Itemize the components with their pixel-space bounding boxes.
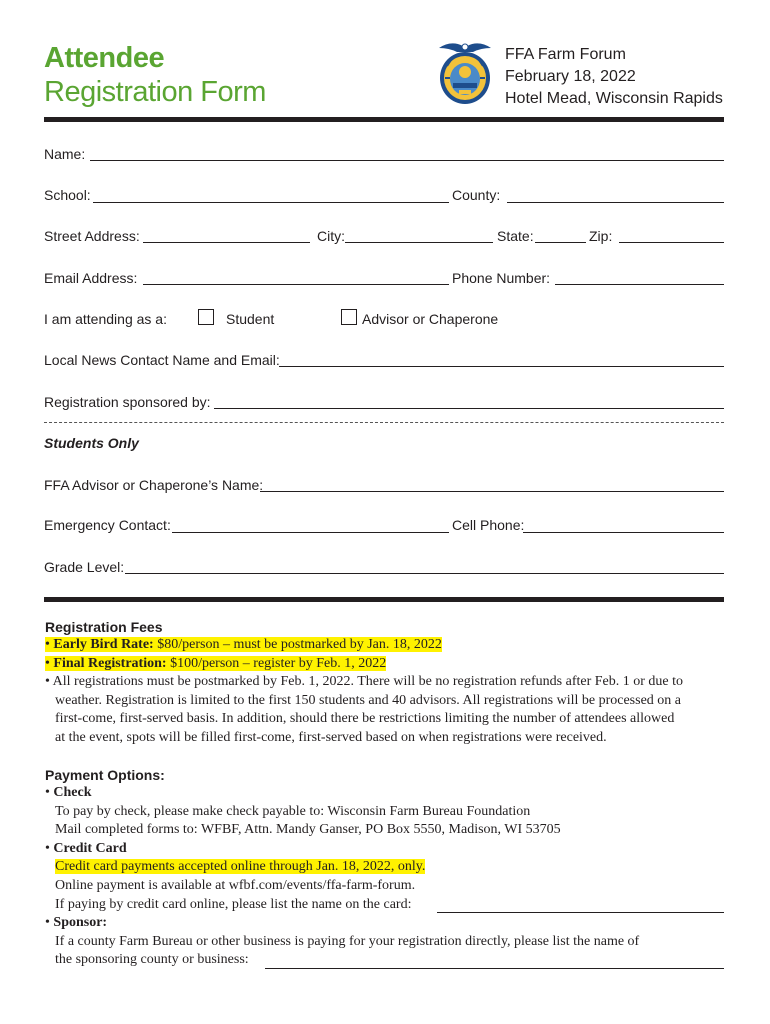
sponsor-name-field[interactable]	[265, 968, 724, 969]
sponsor-line1: If a county Farm Bureau or other business is paying for your registration directly, please list the name of	[55, 933, 640, 949]
sponsored-by-label: Registration sponsored by:	[44, 394, 211, 410]
emergency-contact-label: Emergency Contact:	[44, 517, 171, 533]
early-bird-label: Early Bird Rate:	[53, 637, 154, 652]
ffa-emblem-icon	[437, 38, 493, 106]
advisor-checkbox[interactable]	[341, 309, 357, 325]
early-bird-item: • Early Bird Rate: $80/person – must be postmarked by Jan. 18, 2022	[45, 637, 442, 652]
zip-label: Zip:	[589, 228, 613, 244]
fees-divider	[44, 597, 724, 602]
name-field[interactable]	[90, 160, 724, 161]
emergency-contact-field[interactable]	[172, 532, 449, 533]
advisor-name-field[interactable]	[260, 491, 724, 492]
credit-card-label: Credit Card	[53, 840, 127, 856]
grade-level-field[interactable]	[125, 573, 724, 574]
event-date: February 18, 2022	[505, 68, 636, 85]
school-label: School:	[44, 187, 91, 203]
credit-card-line3: If paying by credit card online, please list the name on the card:	[55, 896, 412, 912]
zip-field[interactable]	[619, 242, 724, 243]
phone-field[interactable]	[555, 284, 724, 285]
fees-note-line3: first-come, first-served basis. In addition, should there be restrictions limiting the number of attendees allowed	[55, 711, 675, 727]
card-name-field[interactable]	[437, 912, 724, 913]
grade-level-label: Grade Level:	[44, 559, 125, 575]
final-registration-label: Final Registration:	[53, 655, 167, 671]
check-label: Check	[53, 785, 92, 800]
payment-list: • Check To pay by check, please make check payable to: Wisconsin Farm Bureau Foundation Mail completed forms to: WFBF, Attn. Mandy Ganser, PO Box 5550, Madison, WI 53705 • Credit Card Credit card payments accepted online through Jan. 18, 2022, only. Online payment is available at wfbf.com/events/ffa-farm-forum. If paying by credit card online, please list the name on the card: • Sponsor: If a county Farm Bureau or other business is paying for your registration directly, please list the name of the sponsoring county or business:	[45, 784, 735, 970]
advisor-option-label: Advisor or Chaperone	[362, 311, 499, 327]
credit-card-line1: Credit card payments accepted online through Jan. 18, 2022, only.	[55, 859, 426, 875]
cell-phone-label: Cell Phone:	[452, 517, 525, 533]
street-field[interactable]	[143, 242, 310, 243]
sponsor-label: Sponsor:	[53, 915, 108, 931]
form-title-attendee: Attendee	[44, 42, 165, 74]
state-field[interactable]	[535, 242, 586, 243]
event-location: Hotel Mead, Wisconsin Rapids	[505, 90, 723, 107]
street-label: Street Address:	[44, 228, 140, 244]
name-label: Name:	[44, 146, 86, 162]
fees-heading: Registration Fees	[45, 619, 163, 635]
state-label: State:	[497, 228, 534, 244]
advisor-name-label: FFA Advisor or Chaperone’s Name:	[44, 477, 264, 493]
county-label: County:	[452, 187, 501, 203]
students-only-heading: Students Only	[44, 435, 139, 451]
fees-list: • Early Bird Rate: $80/person – must be postmarked by Jan. 18, 2022 • Final Registration: $100/person – register by Feb. 1, 2022 • All registrations must be postmarked by Feb. 1, 2022. There will be no registration refunds after Feb. 1 or due to weather. Registration is limited to the first 150 students and 40 advisors. All registrations will be processed on a first-come, first-served basis. In addition, should there be restrictions limiting the number of attendees allowed at the event, spots will be filled first-come, first-served based on when registrations were received.	[45, 636, 735, 748]
event-name: FFA Farm Forum	[505, 46, 626, 63]
check-line1: To pay by check, please make check payable to: Wisconsin Farm Bureau Foundation	[55, 803, 531, 819]
credit-card-line2: Online payment is available at wfbf.com/events/ffa-farm-forum.	[55, 877, 416, 893]
event-info	[505, 44, 723, 110]
final-registration-item: • Final Registration: $100/person – register by Feb. 1, 2022	[45, 655, 387, 671]
header-divider	[44, 117, 724, 122]
section-divider	[44, 422, 724, 423]
phone-label: Phone Number:	[452, 270, 551, 286]
email-field[interactable]	[143, 284, 449, 285]
email-label: Email Address:	[44, 270, 138, 286]
cell-phone-field[interactable]	[523, 532, 724, 533]
student-checkbox[interactable]	[198, 309, 214, 325]
fees-note-line2: weather. Registration is limited to the first 150 students and 40 advisors. All registrations will be processed on a	[55, 692, 682, 708]
student-option-label: Student	[226, 311, 275, 327]
local-news-label: Local News Contact Name and Email:	[44, 352, 280, 368]
fees-note-line4: at the event, spots will be filled first-come, first-served based on when registrations were received.	[55, 729, 607, 745]
city-field[interactable]	[345, 242, 493, 243]
county-field[interactable]	[507, 202, 724, 203]
check-line2: Mail completed forms to: WFBF, Attn. Mandy Ganser, PO Box 5550, Madison, WI 53705	[55, 822, 561, 838]
attending-as-label: I am attending as a:	[44, 311, 167, 327]
fees-note-line1: All registrations must be postmarked by Feb. 1, 2022. There will be no registration refunds after Feb. 1 or due to	[52, 674, 684, 690]
local-news-field[interactable]	[279, 366, 724, 367]
sponsor-line2: the sponsoring county or business:	[55, 952, 249, 968]
school-field[interactable]	[93, 202, 449, 203]
payment-heading: Payment Options:	[45, 767, 165, 783]
final-registration-text: $100/person – register by Feb. 1, 2022	[166, 655, 387, 671]
city-label: City:	[317, 228, 345, 244]
sponsored-by-field[interactable]	[214, 408, 724, 409]
form-title-registration: Registration Form	[44, 76, 266, 108]
early-bird-text: $80/person – must be postmarked by Jan. 18, 2022	[153, 637, 442, 652]
